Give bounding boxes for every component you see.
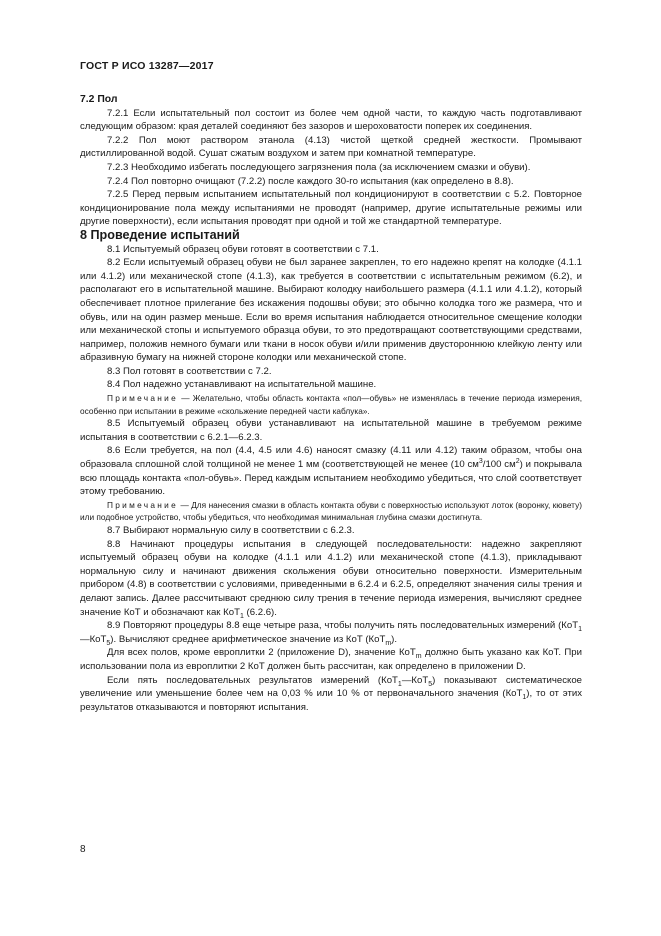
paragraph-8-2: 8.2 Если испытуемый образец обуви не был заранее закреплен, то его надежно крепят на колодке (4.1.1 или 4.1.2) или механической стопе (4.1.3), как требуется в соответствии с испытательным режимом (6.2), и располагают его в испытательной машине. Выбирают колодку наибольшего размера (4.1.1 или 4.1.2), который обеспечивает плотное прилегание без искажения подошвы обуви; это обычно колодка того же размера, что и обувь, или на один размер меньше. Если во время испытания наблюдается относительное смещение колодки или механической стопы и испытуемого образца обуви, то это предотвращают соответствующими средствами, например, положив немного бумаги или ткани в носок обуви и/или применив двустороннюю клейкую ленту или абразивную бумагу на нижней стороне колодки или механической стопе. bbox=[80, 257, 582, 364]
section-7-2-heading: 7.2 Пол bbox=[80, 94, 118, 105]
paragraph-7-2-4: 7.2.4 Пол повторно очищают (7.2.2) после каждого 30-го испытания (как определено в 8.8). bbox=[107, 175, 514, 187]
paragraph-8-7: 8.7 Выбирают нормальную силу в соответствии с 6.2.3. bbox=[107, 525, 355, 536]
paragraph-8-9: 8.9 Повторяют процедуры 8.8 еще четыре раза, чтобы получить пять последовательных измерений (КоТ$_1$—КоТ$_5$). Вычисляют среднее арифметическое значение из КоТ (КоТ$_m$). bbox=[80, 620, 582, 647]
note-1 bbox=[80, 392, 582, 417]
paragraph-8-8: 8.8 Начинают процедуры испытания в следующей последовательности: надежно закрепляют испытуемый образец обуви на колодке (4.1.1 или 4.1.2) или механической стопе (4.1.3), прикладывают нормальную силу и начинают движения скольжения обуви относительно поверхности. Измерительным прибором (4.8) в соответствии с условиями, приведенными в 6.2.4 и 6.2.5, определяют значения силы трения и делают запись. Далее рассчитывают среднюю силу трения в течение периода измерения, вычисляют среднее значение КоТ и обозначают как КоТ$_1$ (6.2.6). bbox=[80, 538, 582, 620]
paragraph-8-5: 8.5 Испытуемый образец обуви устанавливают на испытательной машине в требуемом режиме испытания в соответствии с 6.2.1—6.2.3. bbox=[80, 418, 582, 443]
paragraph-7-2-5: 7.2.5 Перед первым испытанием испытательный пол кондиционируют в соответствии с 5.2. Повторное кондиционирование пола между испытаниями не проводят (например, другие испытательные режимы или другие поверхности), если испытания проводят при одной и той же стандартной температуре. bbox=[80, 189, 582, 228]
paragraph-7-2-2: 7.2.2 Пол моют раствором этанола (4.13) чистой щеткой средней жесткости. Промывают дистиллированной водой. Сушат сжатым воздухом и затем при комнатной температуре. bbox=[80, 134, 582, 160]
note-2 bbox=[80, 499, 582, 524]
note-1-text: — Желательно, чтобы область контакта «пол—обувь» не изменялась в течение периода измерения, особенно при испытании в режиме «скольжение передней части каблука». bbox=[80, 393, 582, 416]
paragraph-8-1: 8.1 Испытуемый образец обуви готовят в соответствии с 7.1. bbox=[107, 243, 379, 255]
paragraph-8-6: 8.6 Если требуется, на пол (4.4, 4.5 или 4.6) наносят смазку (4.11 или 4.12) таким образом, чтобы она образовала сплошной слой толщиной не менее 1 мм (соответствующей не менее (10 $см^3/100$ $см^2$) и покрывала всю площадь контакта «пол-обувь». Перед каждым испытанием необходимо убедиться, что слой соответствует этому требованию. bbox=[80, 445, 582, 498]
page-content bbox=[80, 93, 582, 714]
paragraph-8-3: 8.3 Пол готовят в соответствии с 7.2. bbox=[107, 365, 272, 377]
note-2-text: — Для нанесения смазки в область контакта обуви с поверхностью используют лоток (воронку, кювету) или подобное устройство, чтобы убедиться, что необходимая минимальная глубина смазки достигнута. bbox=[80, 499, 582, 523]
paragraph-7-2-1: 7.2.1 Если испытательный пол состоит из более чем одной части, то каждую часть подготавливают следующим образом: края деталей соединяют без зазоров и шероховатости поперек их соединения. bbox=[80, 107, 582, 133]
page-number: 8 bbox=[80, 844, 86, 855]
paragraph-8-4: 8.4 Пол надежно устанавливают на испытательной машине. bbox=[107, 379, 377, 391]
standard-header: ГОСТ Р ИСО 13287—2017 bbox=[80, 60, 214, 72]
section-8-heading: 8 Проведение испытаний bbox=[80, 227, 240, 242]
paragraph-8-10: Для всех полов, кроме европлитки 2 (приложение D), значение КоТ$_m$ должно быть указано как КоТ. При использовании пола из европлитки 2 КоТ должен быть рассчитан, как определено в приложении D. bbox=[80, 647, 582, 672]
paragraph-7-2-3: 7.2.3 Необходимо избегать последующего загрязнения пола (за исключением смазки и обуви). bbox=[107, 161, 531, 173]
note-1-label: Примечание bbox=[107, 393, 179, 404]
paragraph-8-11: Если пять последовательных результатов измерений (КоТ$_1$—КоТ$_5$) показывают систематическое увеличение или уменьшение более чем на 0,03 % или 10 % от первоначального значения (КоТ$_1$), то от этих результатов отказываются и повторяют испытания. bbox=[80, 674, 583, 713]
note-2-label: Примечание bbox=[107, 499, 179, 510]
